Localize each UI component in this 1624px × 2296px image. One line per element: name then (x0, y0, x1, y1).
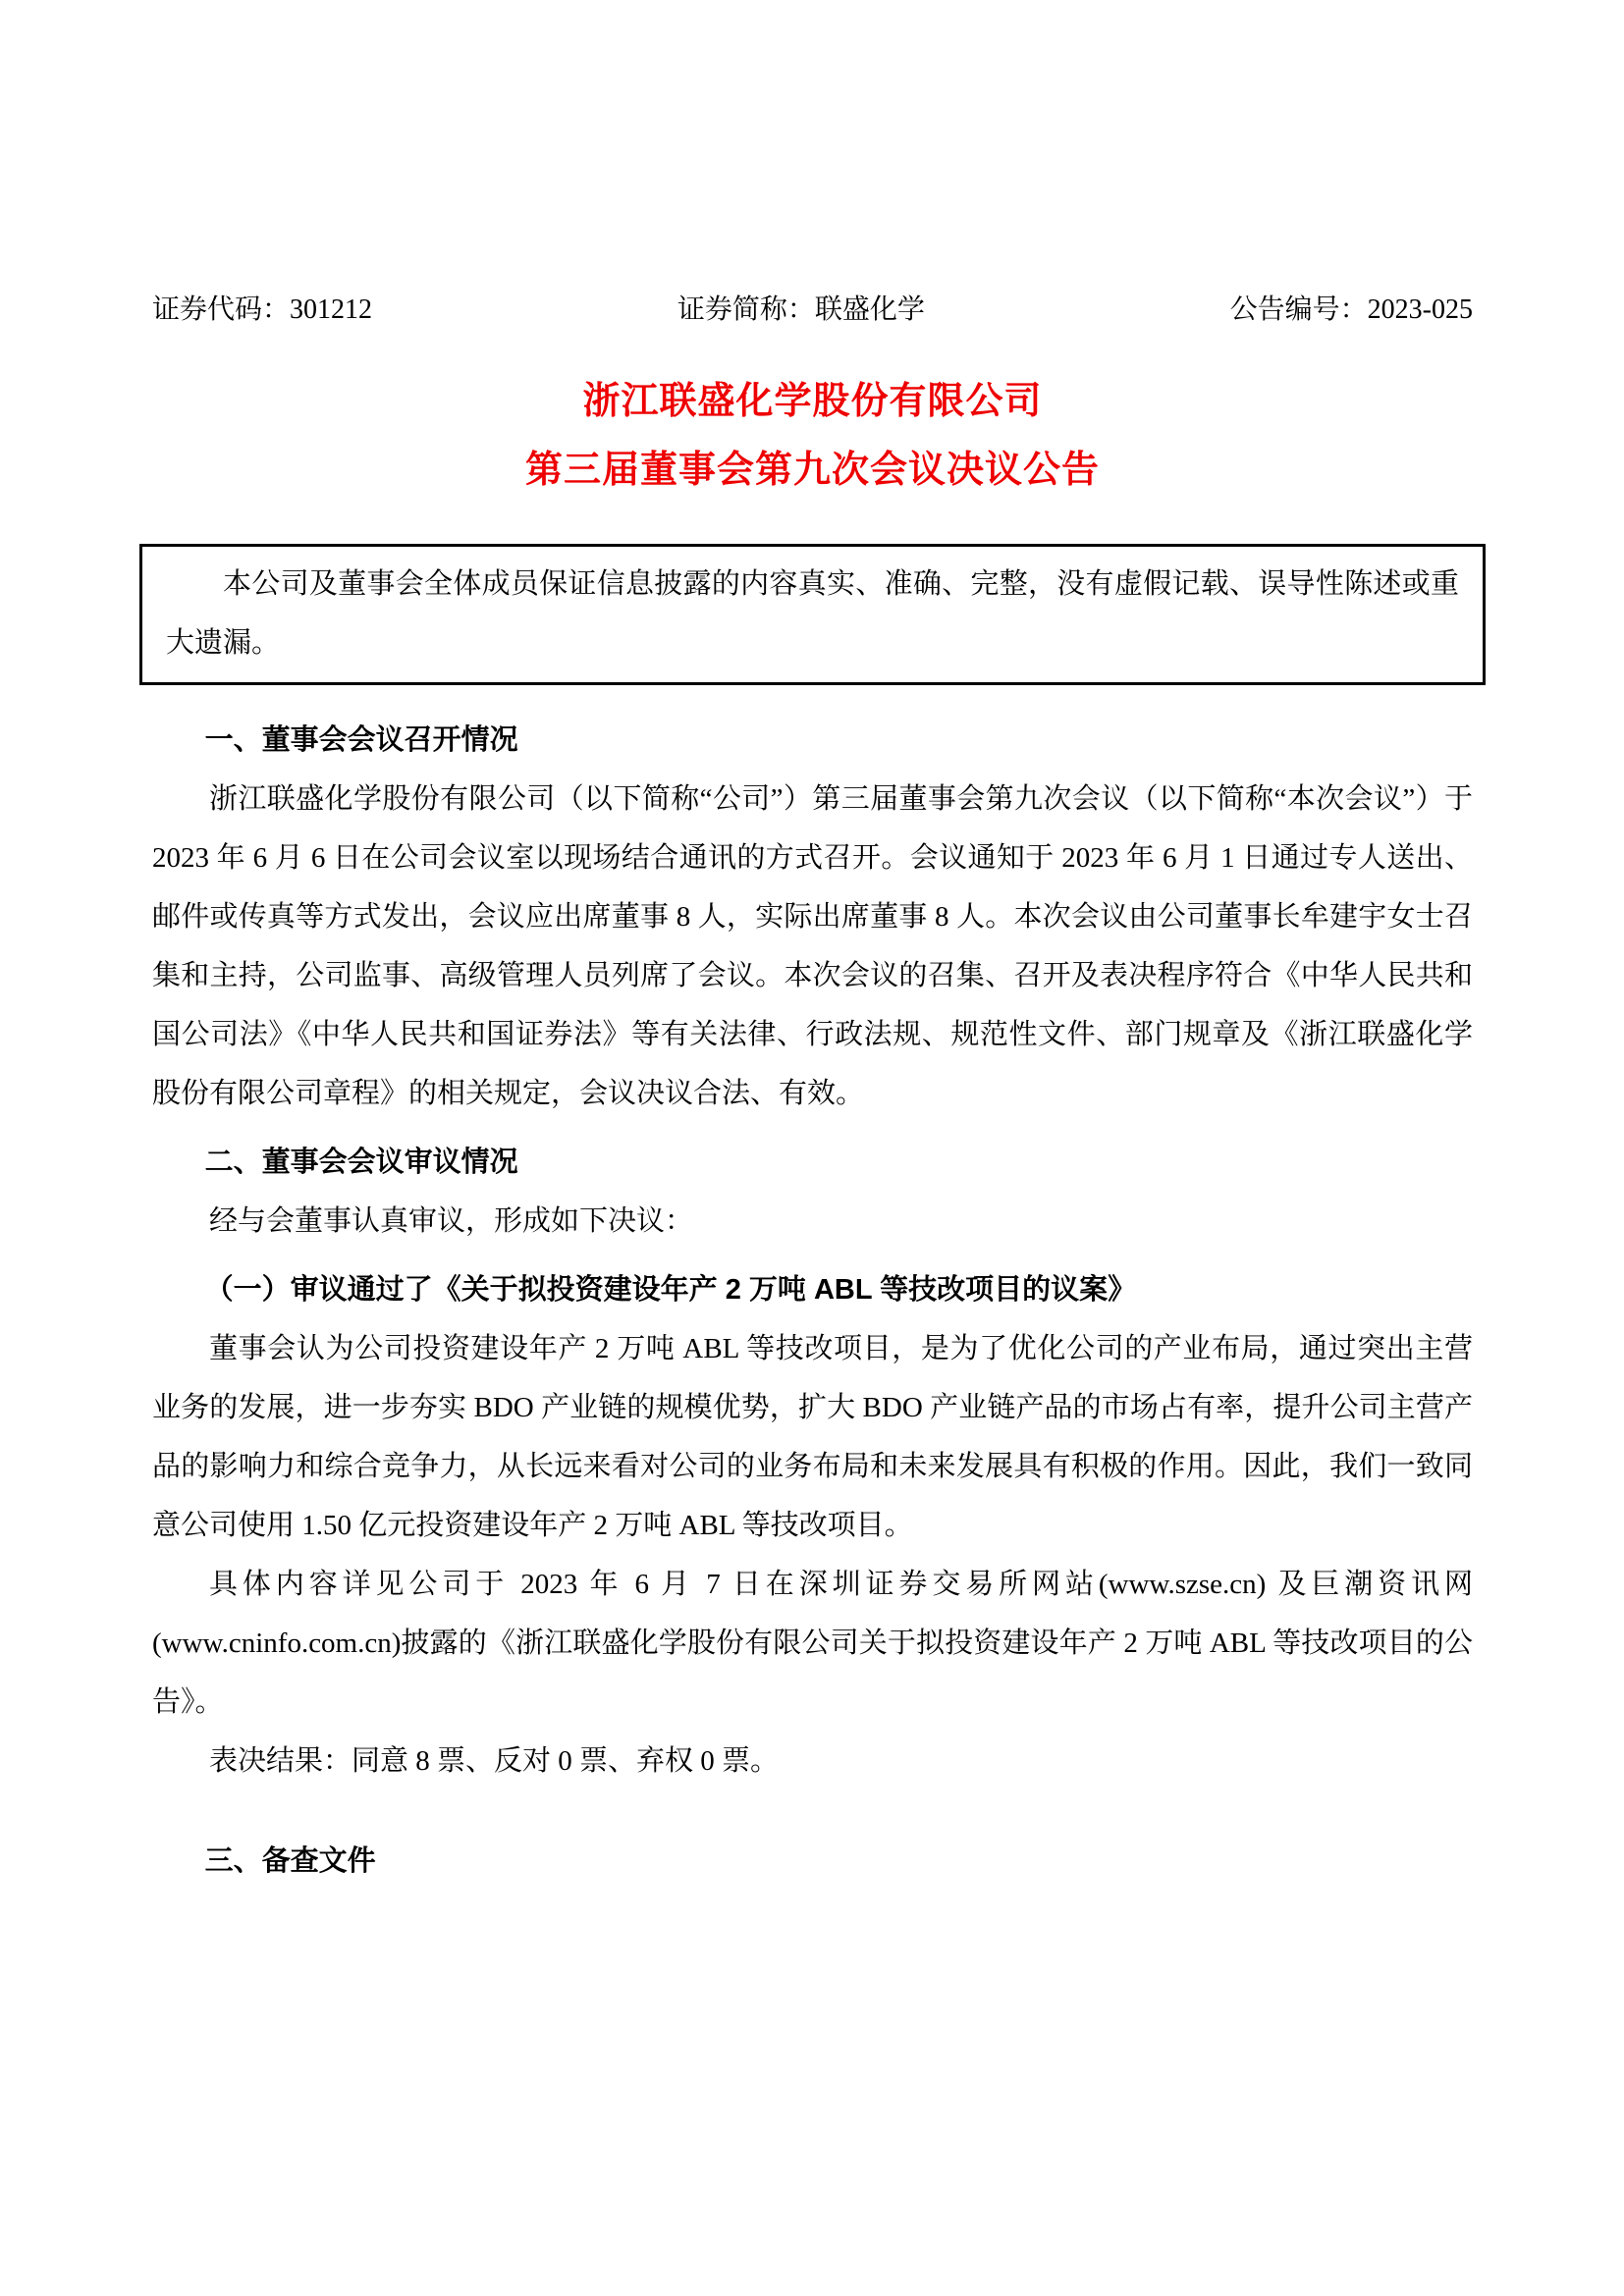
section-heading-meeting-convening: 一、董事会会议召开情况 (204, 724, 518, 756)
announcement-title: 第三届董事会第九次会议决议公告 (524, 450, 1100, 491)
section-heading-reference-documents: 三、备查文件 (204, 1845, 376, 1877)
company-title: 浙江联盛化学股份有限公司 (582, 381, 1043, 422)
disclosure-statement-box (139, 544, 1486, 685)
paragraph-disclosure-details: 具体内容详见公司于 2023 年 6 月 7 日在深圳证券交易所网站(www.szse.cn) 及巨潮资讯网(www.cninfo.com.cn)披露的《浙江联盛化学股份有限公司关于拟投资建设年产 2 万吨 ABL 等技改项目的公告》。 (152, 1569, 1473, 1718)
paragraph-resolution-intro: 经与会董事认真审议，形成如下决议： (209, 1205, 694, 1237)
announcement-number: 公告编号：2023-025 (1229, 294, 1473, 325)
subsection-heading-proposal: （一）审议通过了《关于拟投资建设年产 2 万吨 ABL 等技改项目的议案》 (204, 1274, 1137, 1306)
disclosure-statement: 本公司及董事会全体成员保证信息披露的内容真实、准确、完整，没有虚假记载、误导性陈述或重大遗漏。 (166, 568, 1459, 659)
document-header (152, 294, 1473, 326)
stock-code: 证券代码：301212 (152, 294, 373, 325)
paragraph-meeting-convening: 浙江联盛化学股份有限公司（以下简称“公司”）第三届董事会第九次会议（以下简称“本次会议”）于 2023 年 6 月 6 日在公司会议室以现场结合通讯的方式召开。会议通知于 2023 年 6 月 1 日通过专人送出、邮件或传真等方式发出，会议应出席董事 8 人，实际出席董事 8 人。本次会议由公司董事长牟建宇女士召集和主持，公司监事、高级管理人员列席了会议。本次会议的召集、召开及表决程序符合《中华人民共和国公司法》《中华人民共和国证券法》等有关法律、行政法规、规范性文件、部门规章及《浙江联盛化学股份有限公司章程》的相关规定，会议决议合法、有效。 (152, 783, 1473, 1109)
paragraph-vote-result: 表决结果：同意 8 票、反对 0 票、弃权 0 票。 (209, 1745, 780, 1777)
paragraph-proposal-rationale: 董事会认为公司投资建设年产 2 万吨 ABL 等技改项目，是为了优化公司的产业布局，通过突出主营业务的发展，进一步夯实 BDO 产业链的规模优势，扩大 BDO 产业链产品的市场占有率，提升公司主营产品的影响力和综合竞争力，从长远来看对公司的业务布局和未来发展具有积极的作用。因此，我们一致同意公司使用 1.50 亿元投资建设年产 2 万吨 ABL 等技改项目。 (152, 1333, 1473, 1541)
document-body (152, 711, 1473, 1891)
section-heading-deliberation: 二、董事会会议审议情况 (204, 1147, 518, 1178)
stock-abbr: 证券简称：联盛化学 (677, 294, 925, 325)
